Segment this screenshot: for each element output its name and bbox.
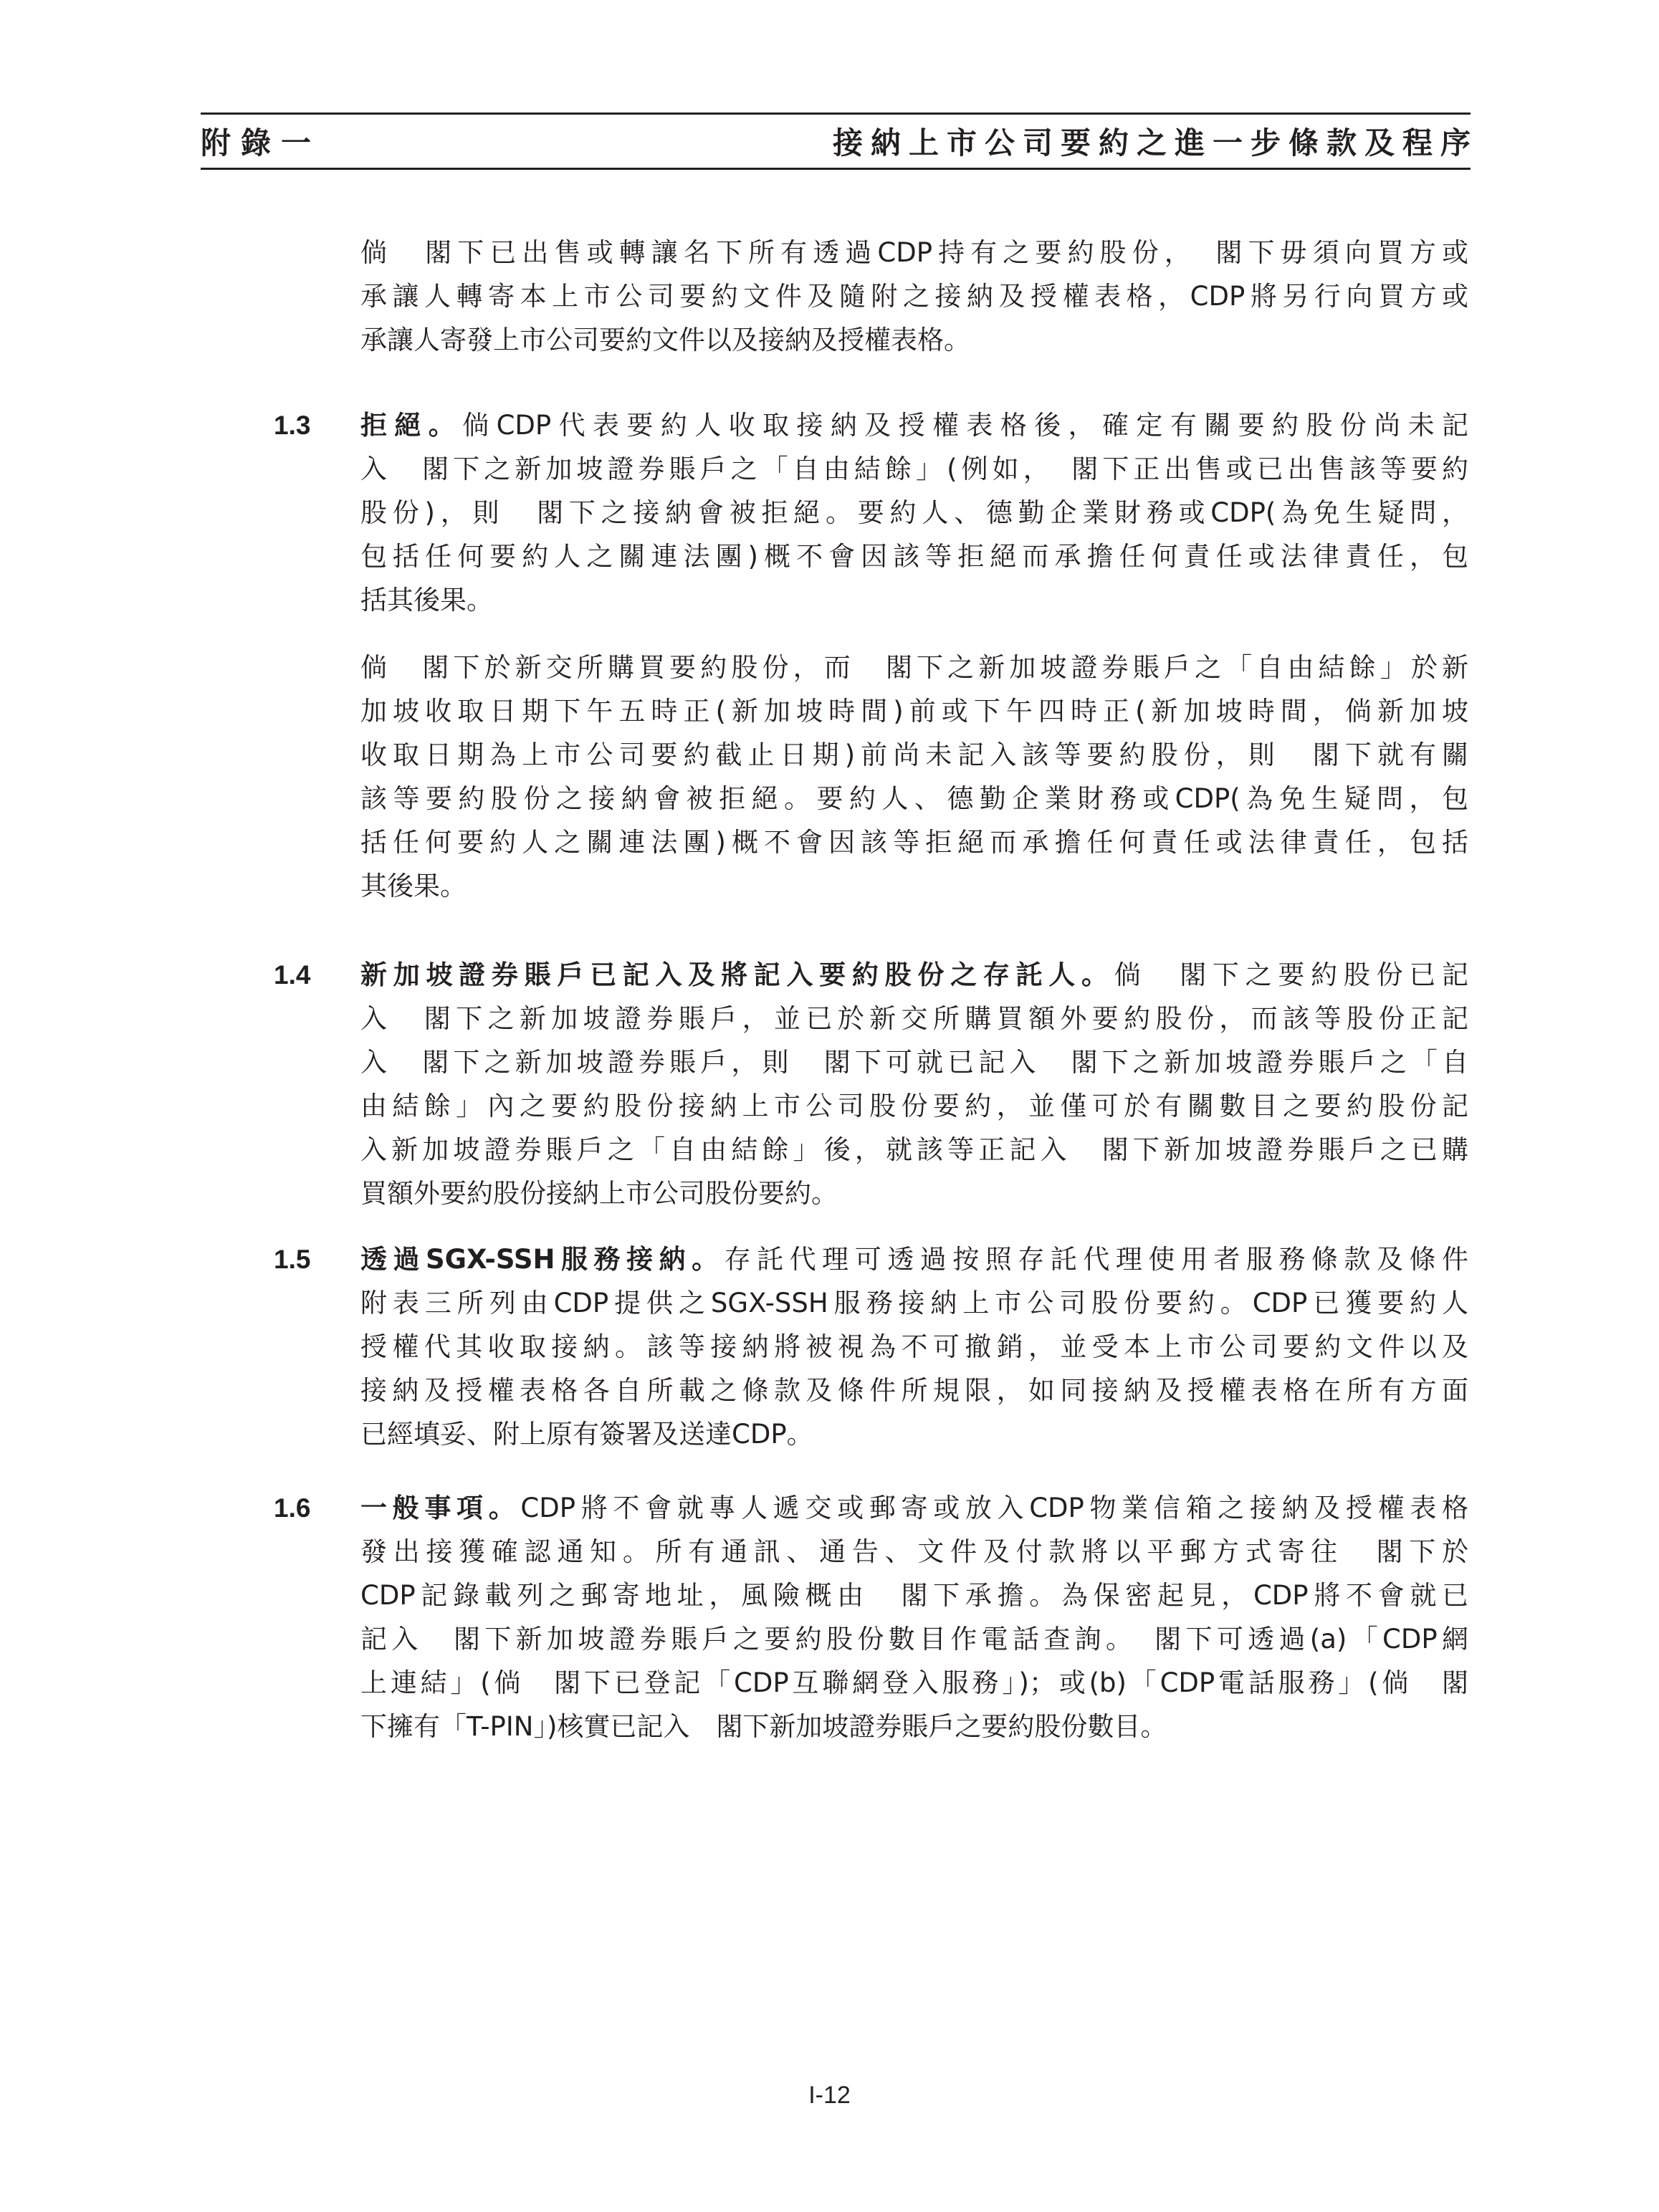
text-line: 附表三所列由CDP提供之SGX-SSH服務接納上市公司股份要約。CDP已獲要約人: [360, 1288, 1468, 1318]
text-line: 括其後果。: [360, 585, 493, 616]
text-line: 買額外要約股份接納上市公司股份要約。: [360, 1178, 838, 1209]
text-line: 發出接獲確認通知。所有通訊、通告、文件及付款將以平郵方式寄往 閣下於: [360, 1536, 1468, 1567]
header-top-rule: [201, 112, 1471, 115]
text-line: 股份)，則 閣下之接納會被拒絕。要約人、德勤企業財務或CDP(為免生疑問，: [360, 497, 1468, 528]
text-line: CDP將不會就專人遞交或郵寄或放入CDP物業信箱之接納及授權表格: [520, 1493, 1469, 1523]
text-line: 由結餘」內之要約股份接納上市公司股份要約，並僅可於有關數目之要約股份記: [360, 1091, 1468, 1121]
text-line: 括任何要約人之關連法團)概不會因該等拒絕而承擔任何責任或法律責任，包括: [360, 827, 1468, 858]
text-line: 上連結」(倘 閣下已登記「CDP互聯網登入服務」)；或(b)「CDP電話服務」(倘 閣: [360, 1667, 1468, 1698]
section-1-4-paragraph: [360, 953, 1468, 1215]
intro-paragraph: [360, 231, 1468, 362]
text-line: 倘 閣下於新交所購買要約股份，而 閣下之新加坡證券賬戶之「自由結餘」於新: [360, 652, 1468, 683]
text-line: 該等要約股份之接納會被拒絕。要約人、德勤企業財務或CDP(為免生疑問，包: [360, 783, 1468, 814]
text-line: 倘 閣下之要約股份已記: [1114, 959, 1469, 990]
text-line: 授權代其收取接納。該等接納將被視為不可撤銷，並受本上市公司要約文件以及: [360, 1331, 1468, 1362]
section-1-6-paragraph: [360, 1486, 1468, 1748]
section-number-1-4: 1.4: [274, 960, 311, 990]
text-line: 倘CDP代表要約人收取接納及授權表格後，確定有關要約股份尚未記: [462, 410, 1469, 441]
text-line: 入 閣下之新加坡證券賬戶，則 閣下可就已記入 閣下之新加坡證券賬戶之「自: [360, 1047, 1468, 1078]
appendix-label: 附錄一: [201, 125, 322, 161]
text-line: 承讓人轉寄本上市公司要約文件及隨附之接納及授權表格，CDP將另行向買方或: [360, 281, 1468, 312]
text-line: CDP記錄載列之郵寄地址，風險概由 閣下承擔。為保密起見，CDP將不會就已: [360, 1580, 1468, 1611]
section-title: 一般事項。: [360, 1493, 521, 1523]
text-line: 記入 閣下新加坡證券賬戶之要約股份數目作電話查詢。 閣下可透過(a)「CDP網: [360, 1624, 1468, 1655]
text-line: 存託代理可透過按照存託代理使用者服務條款及條件: [724, 1244, 1469, 1275]
text-line: 收取日期為上市公司要約截止日期)前尚未記入該等要約股份，則 閣下就有關: [360, 739, 1468, 770]
section-1-5-paragraph: [360, 1237, 1468, 1456]
page-number: I-12: [808, 2082, 851, 2109]
text-line: 加坡收取日期下午五時正(新加坡時間)前或下午四時正(新加坡時間，倘新加坡: [360, 696, 1468, 727]
section-title: 透過SGX-SSH服務接納。: [360, 1244, 725, 1275]
section-title: 新加坡證券賬戶已記入及將記入要約股份之存託人。: [360, 959, 1114, 990]
section-number-1-6: 1.6: [274, 1493, 311, 1523]
text-line: 其後果。: [360, 871, 467, 901]
text-line: 入 閣下之新加坡證券賬戶之「自由結餘」(例如， 閣下正出售或已出售該等要約: [360, 454, 1468, 484]
section-number-1-3: 1.3: [274, 411, 311, 440]
text-line: 包括任何要約人之關連法團)概不會因該等拒絕而承擔任何責任或法律責任，包: [360, 541, 1468, 572]
header-bottom-rule: [201, 168, 1471, 170]
text-line: 承讓人寄發上市公司要約文件以及接納及授權表格。: [360, 325, 970, 355]
text-line: 下擁有「T-PIN」)核實已記入 閣下新加坡證券賬戶之要約股份數目。: [360, 1711, 1167, 1742]
text-line: 接納及授權表格各自所載之條款及條件所規限，如同接納及授權表格在所有方面: [360, 1375, 1468, 1406]
section-title: 拒絕。: [360, 410, 463, 441]
text-line: 入新加坡證券賬戶之「自由結餘」後，就該等正記入 閣下新加坡證券賬戶之已購: [360, 1134, 1468, 1165]
text-line: 已經填妥、附上原有簽署及送達CDP。: [360, 1419, 813, 1450]
section-number-1-5: 1.5: [274, 1245, 311, 1274]
section-1-3-second-paragraph: [360, 646, 1468, 908]
section-1-3-paragraph: [360, 403, 1468, 622]
text-line: 倘 閣下已出售或轉讓名下所有透過CDP持有之要約股份， 閣下毋須向買方或: [360, 237, 1468, 268]
page-title: 接納上市公司要約之進一步條款及程序: [832, 125, 1478, 161]
text-line: 入 閣下之新加坡證券賬戶，並已於新交所購買額外要約股份，而該等股份正記: [360, 1003, 1468, 1034]
